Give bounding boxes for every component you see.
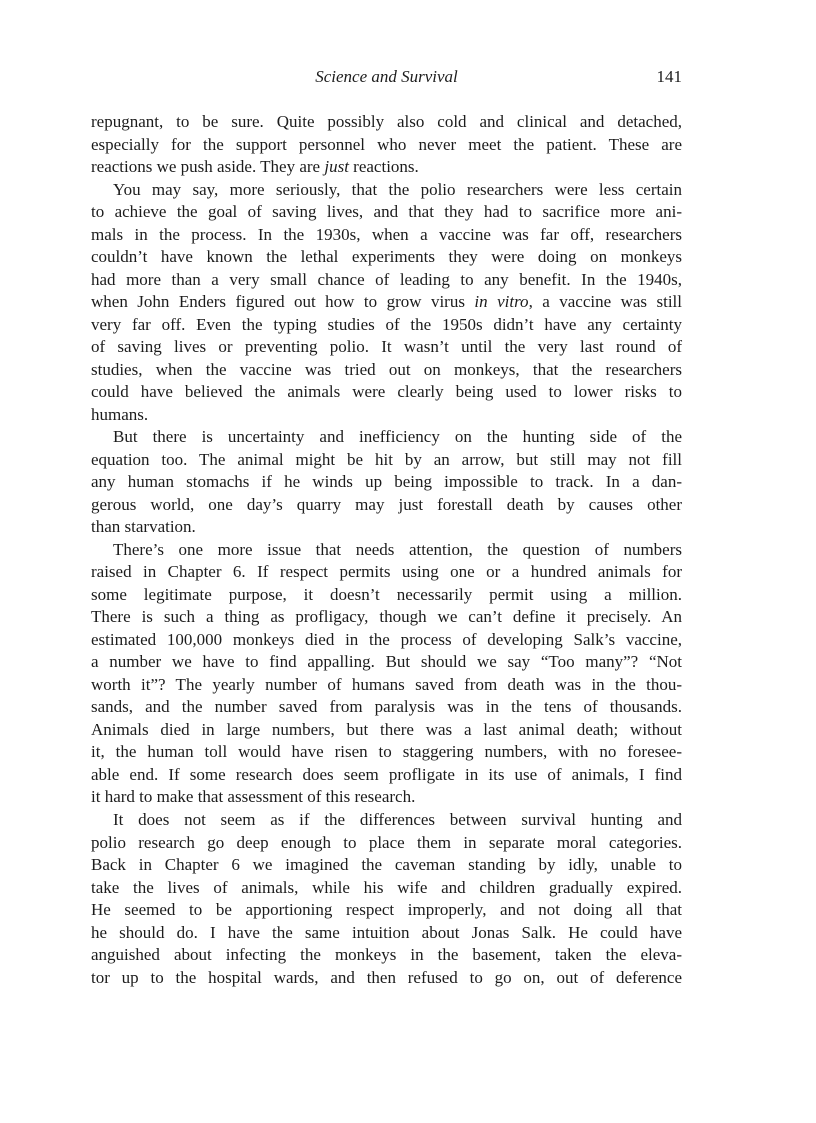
text-line: polio research go deep enough to place them in separate moral categories.	[91, 832, 682, 852]
text-line: But there is uncertainty and inefficiency on the hunting side of the	[113, 427, 682, 447]
emphasis: just	[324, 157, 349, 177]
text-line: anguished about infecting the monkeys in the basement, taken the eleva-	[91, 945, 682, 965]
text-line: Animals died in large numbers, but there was a last animal death; without	[91, 719, 682, 739]
text-line: mals in the process. In the 1930s, when a vaccine was far off, researchers	[91, 224, 682, 244]
text-line: equation too. The animal might be hit by an arrow, but still may not fill	[91, 449, 682, 469]
text-line: some legitimate purpose, it doesn’t necessarily permit using a million.	[91, 584, 682, 604]
text-line: gerous world, one day’s quarry may just forestall death by causes other	[91, 494, 682, 514]
text-line: He seemed to be apportioning respect improperly, and not doing all that	[91, 900, 682, 920]
text-line: humans.	[91, 404, 149, 424]
text-line: Back in Chapter 6 we imagined the caveman standing by idly, unable to	[91, 855, 682, 875]
text-line: a number we have to find appalling. But should we say “Too many”? “Not	[91, 652, 682, 672]
text-line: very far off. Even the typing studies of the 1950s didn’t have any certainty	[91, 314, 682, 334]
text-line: it hard to make that assessment of this research.	[91, 787, 416, 807]
text-line: he should do. I have the same intuition about Jonas Salk. He could have	[91, 922, 682, 942]
text-line: couldn’t have known the lethal experiments they were doing on monkeys	[91, 247, 682, 267]
text-line: There is such a thing as profligacy, though we can’t define it precisely. An	[91, 607, 682, 627]
text-line: reactions we push aside. They are just reactions.	[91, 157, 419, 177]
text-line: worth it”? The yearly number of humans saved from death was in the thou-	[91, 674, 682, 694]
text-line: estimated 100,000 monkeys died in the process of developing Salk’s vaccine,	[91, 629, 682, 649]
text-line: tor up to the hospital wards, and then refused to go on, out of deference	[91, 967, 682, 987]
text-line: repugnant, to be sure. Quite possibly also cold and clinical and detached,	[91, 112, 682, 131]
text-line: There’s one more issue that needs attention, the question of numbers	[113, 539, 682, 559]
text-line: It does not seem as if the differences between survival hunting and	[113, 809, 682, 829]
text-line: raised in Chapter 6. If respect permits using one or a hundred animals for	[91, 562, 682, 582]
text-line: of saving lives or preventing polio. It wasn’t until the very last round of	[91, 337, 682, 357]
text-line: especially for the support personnel who never meet the patient. These are	[91, 134, 682, 154]
running-head	[91, 66, 682, 88]
body-text	[91, 111, 682, 989]
text-line: any human stomachs if he winds up being impossible to track. In a dan-	[91, 472, 682, 492]
text-line: had more than a very small chance of leading to any benefit. In the 1940s,	[91, 269, 682, 289]
text-line: take the lives of animals, while his wife and children gradually expired.	[91, 877, 682, 897]
text-line: than starvation.	[91, 517, 196, 537]
text-line: able end. If some research does seem profligate in its use of animals, I find	[91, 764, 682, 784]
emphasis: in vitro	[474, 292, 529, 312]
text-line: to achieve the goal of saving lives, and that they had to sacrifice more ani-	[91, 202, 682, 222]
text-line: it, the human toll would have risen to staggering numbers, with no foresee-	[91, 742, 682, 762]
text-line: You may say, more seriously, that the polio researchers were less certain	[113, 179, 682, 199]
running-title: Science and Survival	[315, 67, 458, 86]
text-line: when John Enders figured out how to grow virus in vitro, a vaccine was still	[91, 292, 682, 312]
text-line: could have believed the animals were clearly being used to lower risks to	[91, 382, 682, 402]
text-line: studies, when the vaccine was tried out on monkeys, that the researchers	[91, 359, 682, 379]
text-line: sands, and the number saved from paralysis was in the tens of thousands.	[91, 697, 682, 717]
page-number: 141	[656, 67, 682, 86]
